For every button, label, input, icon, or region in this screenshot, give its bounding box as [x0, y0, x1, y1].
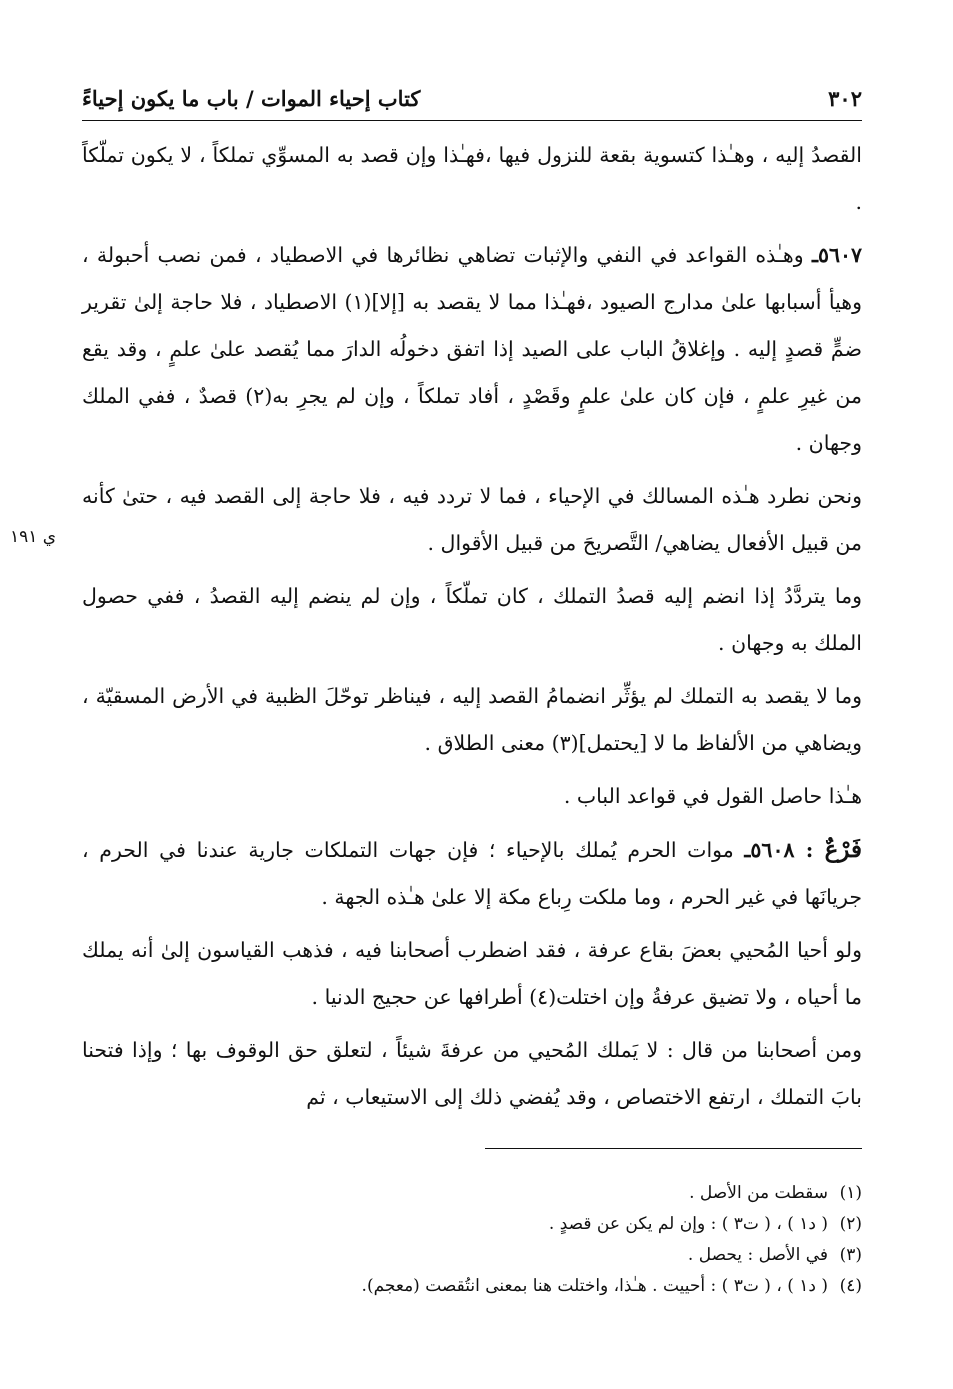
page-number: ٣٠٢ — [828, 86, 862, 111]
paragraph-8: ولو أحيا المُحيي بعضَ بقاع عرفة ، فقد اضطرب أصحابنا فيه ، فذهب القياسون إلىٰ أنه يملك ما أحياه ، ولا تضيق عرفةُ وإن اختلت(٤) أطرافها عن حجيج الدنيا . — [82, 938, 862, 1009]
paragraph-1: القصدُ إليه ، وهـٰذا كتسوية بقعة للنزول فيها ،فهـٰذا وإن قصد به المسوِّي تملكاً ، لا يكون تملّكاً . — [82, 143, 862, 214]
paragraph-2: ٥٦٠٧ـ وهـٰذه القواعد في النفي والإثبات تضاهي نظائرها في الاصطياد ، فمن نصب أحبولة ، وهيأ أسبابها علىٰ مدارج الصيود ،فهـٰذا مما لا يقصد به [إلا](١) الاصطياد ، فلا حاجة إلىٰ تقرير ضمٍّ قصدٍ إليه . وإغلاقُ الباب على الصيد إذا اتفق دخولُه الدارَ مما يُقصد علىٰ علمٍ ، وقد يقع من غيرِ علمٍ ، فإن كان علىٰ علمٍ وقَصْدٍ ، أفاد تملكاً ، وإن لم يجرِ به(٢) قصدٌ ، ففي الملك وجهان . — [82, 243, 862, 455]
running-header — [82, 84, 862, 121]
section-number: : ٥٦٠٨ـ — [744, 838, 825, 862]
section-number: ٥٦٠٧ـ — [811, 243, 862, 267]
footnotes — [82, 1178, 862, 1302]
paragraph-3: ونحن نطرد هـٰذه المسالك في الإحياء ، فما لا تردد فيه ، فلا حاجة إلى القصد فيه ، حتىٰ كأنه من قبيل الأفعال يضاهي/ التَّصريحَ من قبيل الأقوال . — [82, 484, 862, 555]
margin-note: ي ١٩١ — [10, 527, 57, 547]
footnote-1: (١)سقطت من الأصل . — [689, 1183, 862, 1203]
paragraph-5: وما لا يقصد به التملك لم يؤثِّر انضمامُ القصد إليه ، فيناظر توحّلَ الظبية في الأرض المسقيّة ، ويضاهي من الألفاظ ما لا [يحتمل](٣) معنى الطلاق . — [82, 684, 862, 755]
paragraph-7: فَرْعٌ : ٥٦٠٨ـ موات الحرم يُملك بالإحياء ؛ فإن جهات التملكات جارية عندنا في الحرم ، جريانَها في غير الحرم ، وما ملكت رِباع مكة إلا علىٰ هـٰذه الجهة . — [82, 836, 862, 909]
footnote-2: (٢)( د١ ) ، ( ت٣ ) : وإن لم يكن عن قصدٍ . — [548, 1214, 862, 1234]
footnote-4: (٤)( د١ ) ، ( ت٣ ) : أحييت . هـٰذا، واختلت هنا بمعنى انتُقصت (معجم). — [361, 1276, 862, 1296]
far-label: فَرْعٌ — [824, 836, 862, 863]
footnote-3: (٣)في الأصل : يحصل . — [687, 1245, 862, 1265]
paragraph-4: وما يتردَّدُ إذا انضم إليه قصدُ التملك ، كان تملّكاً ، وإن لم ينضم إليه القصدُ ، ففي حصول الملك به وجهان . — [82, 584, 862, 655]
paragraph-6: هـٰذا حاصل القول في قواعد الباب . — [563, 784, 862, 808]
running-title: كتاب إحياء الموات / باب ما يكون إحياءً — [82, 86, 421, 111]
footnote-rule — [485, 1148, 862, 1149]
main-text — [82, 132, 862, 1127]
paragraph-9: ومن أصحابنا من قال : لا يَملك المُحيي من عرفةَ شيئاً ، لتعلق حق الوقوف بها ؛ وإذا فتحنا بابَ التملك ، ارتفع الاختصاص ، وقد يُفضي ذلك إلى الاستيعاب ، ثم — [82, 1038, 862, 1109]
